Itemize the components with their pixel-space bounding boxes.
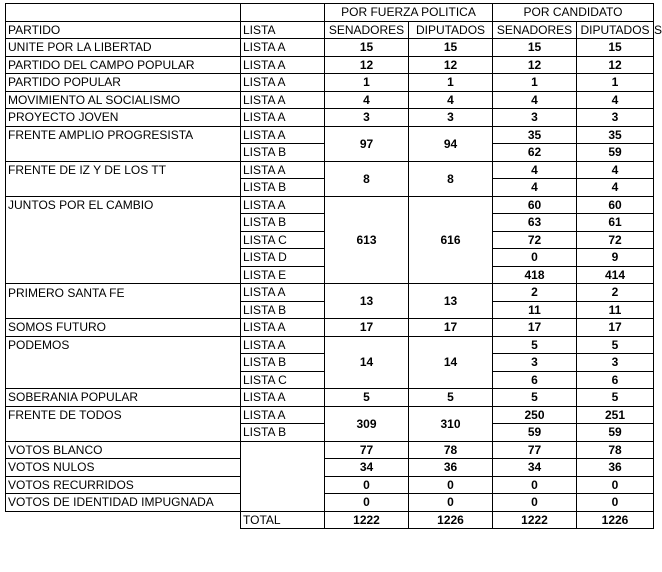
party-name: PARTIDO DEL CAMPO POPULAR: [6, 56, 241, 74]
candidato-diputados-value: 414: [577, 266, 654, 284]
candidato-diputados-value: 35: [577, 126, 654, 144]
fuerza-diputados-value: 616: [409, 196, 493, 284]
table-row: [6, 39, 654, 57]
table-row: [6, 109, 654, 127]
candidato-senadores-value: 34: [493, 459, 577, 477]
table-row: [6, 126, 654, 144]
lista-label: LISTA B: [241, 144, 325, 162]
lista-label: LISTA E: [241, 266, 325, 284]
fuerza-senadores-value: 4: [325, 91, 409, 109]
candidato-senadores-value: 6: [493, 371, 577, 389]
fuerza-senadores-value: 77: [325, 441, 409, 459]
lista-label: LISTA A: [241, 319, 325, 337]
header-group-row: [6, 4, 654, 22]
fuerza-senadores-value: 1: [325, 74, 409, 92]
fuerza-diputados-value: 15: [409, 39, 493, 57]
fuerza-diputados-value: 14: [409, 336, 493, 389]
candidato-diputados-value: 5: [577, 336, 654, 354]
fuerza-diputados-value: 3: [409, 109, 493, 127]
candidato-senadores-value: 4: [493, 179, 577, 197]
candidato-diputados-value: 0: [577, 476, 654, 494]
fuerza-senadores-value: 97: [325, 126, 409, 161]
candidato-senadores-value: 17: [493, 319, 577, 337]
party-name: PARTIDO POPULAR: [6, 74, 241, 92]
column-header-candidato-senadores: SENADORES: [493, 21, 577, 39]
lista-label: LISTA A: [241, 74, 325, 92]
candidato-senadores-value: 15: [493, 39, 577, 57]
lista-label: LISTA C: [241, 231, 325, 249]
candidato-diputados-value: 4: [577, 179, 654, 197]
candidato-senadores-value: 5: [493, 389, 577, 407]
vote-type-label: VOTOS RECURRIDOS: [6, 476, 241, 494]
party-name: FRENTE AMPLIO PROGRESISTA: [6, 126, 241, 144]
party-name-empty: [6, 214, 241, 232]
results-table-body: [6, 4, 654, 529]
candidato-diputados-value: 59: [577, 144, 654, 162]
party-name-empty: [6, 249, 241, 267]
results-table: [5, 3, 654, 529]
lista-label: LISTA B: [241, 179, 325, 197]
candidato-senadores-value: 62: [493, 144, 577, 162]
lista-label: LISTA A: [241, 109, 325, 127]
lista-empty: [241, 459, 325, 477]
lista-label: LISTA A: [241, 39, 325, 57]
table-row: [6, 476, 654, 494]
party-name-empty: [6, 144, 241, 162]
candidato-diputados-value: 9: [577, 249, 654, 267]
lista-label: LISTA A: [241, 126, 325, 144]
candidato-diputados-value: 1: [577, 74, 654, 92]
total-label: TOTAL: [241, 511, 325, 529]
candidato-diputados-value: 17: [577, 319, 654, 337]
candidato-diputados-value: 15: [577, 39, 654, 57]
fuerza-diputados-value: 36: [409, 459, 493, 477]
party-name: PROYECTO JOVEN: [6, 109, 241, 127]
lista-label: LISTA A: [241, 56, 325, 74]
candidato-diputados-value: 11: [577, 301, 654, 319]
lista-label: LISTA B: [241, 354, 325, 372]
vote-type-label: VOTOS NULOS: [6, 459, 241, 477]
fuerza-diputados-value: 94: [409, 126, 493, 161]
candidato-senadores-value: 11: [493, 301, 577, 319]
fuerza-senadores-value: 12: [325, 56, 409, 74]
candidato-senadores-value: 4: [493, 161, 577, 179]
table-row: [6, 56, 654, 74]
candidato-diputados-value: 5: [577, 389, 654, 407]
table-row: [6, 494, 654, 512]
lista-empty: [241, 476, 325, 494]
candidato-senadores-value: 0: [493, 249, 577, 267]
candidato-diputados-value: 0: [577, 494, 654, 512]
column-header-fuerza-diputados: DIPUTADOS: [409, 21, 493, 39]
fuerza-diputados-value: 5: [409, 389, 493, 407]
lista-label: LISTA B: [241, 301, 325, 319]
column-header-fuerza-senadores: SENADORES: [325, 21, 409, 39]
fuerza-diputados-value: 1: [409, 74, 493, 92]
candidato-diputados-value: 78: [577, 441, 654, 459]
fuerza-diputados-value: 4: [409, 91, 493, 109]
party-name: FRENTE DE TODOS: [6, 406, 241, 424]
candidato-senadores-value: 0: [493, 476, 577, 494]
candidato-diputados-value: 12: [577, 56, 654, 74]
candidato-diputados-value: 60: [577, 196, 654, 214]
fuerza-diputados-value: 78: [409, 441, 493, 459]
candidato-senadores-value: 250: [493, 406, 577, 424]
candidato-senadores-value: 418: [493, 266, 577, 284]
candidato-senadores-value: 1: [493, 74, 577, 92]
fuerza-senadores-value: 14: [325, 336, 409, 389]
table-row: [6, 284, 654, 302]
lista-label: LISTA A: [241, 196, 325, 214]
fuerza-senadores-value: 613: [325, 196, 409, 284]
fuerza-diputados-value: 12: [409, 56, 493, 74]
fuerza-senadores-value: 8: [325, 161, 409, 196]
candidato-senadores-value: 2: [493, 284, 577, 302]
fuerza-diputados-value: 0: [409, 494, 493, 512]
table-row: [6, 91, 654, 109]
lista-label: LISTA B: [241, 214, 325, 232]
party-name: FRENTE DE IZ Y DE LOS TT: [6, 161, 241, 179]
column-header-candidato-diputados: DIPUTADOS: [577, 21, 654, 39]
fuerza-senadores-value: 0: [325, 476, 409, 494]
total-candidato-senadores: 1222: [493, 511, 577, 529]
fuerza-senadores-value: 15: [325, 39, 409, 57]
candidato-senadores-value: 0: [493, 494, 577, 512]
lista-label: LISTA B: [241, 424, 325, 442]
table-row: [6, 161, 654, 179]
vote-type-label: VOTOS BLANCO: [6, 441, 241, 459]
candidato-diputados-value: 36: [577, 459, 654, 477]
lista-label: LISTA A: [241, 91, 325, 109]
lista-empty: [241, 441, 325, 459]
candidato-diputados-value: 59: [577, 424, 654, 442]
fuerza-diputados-value: 8: [409, 161, 493, 196]
candidato-diputados-value: 72: [577, 231, 654, 249]
party-name: SOMOS FUTURO: [6, 319, 241, 337]
total-row: [6, 511, 654, 529]
party-name-empty: [6, 301, 241, 319]
party-name-empty: [6, 424, 241, 442]
table-row: [6, 441, 654, 459]
party-name-empty: [6, 266, 241, 284]
group-header-candidato: POR CANDIDATO: [493, 4, 654, 22]
candidato-diputados-value: 2: [577, 284, 654, 302]
party-name-empty: [6, 179, 241, 197]
lista-label: LISTA D: [241, 249, 325, 267]
party-name: PRIMERO SANTA FE: [6, 284, 241, 302]
table-row: [6, 389, 654, 407]
lista-label: LISTA A: [241, 406, 325, 424]
candidato-diputados-value: 6: [577, 371, 654, 389]
total-spacer: [6, 511, 241, 529]
candidato-diputados-value: 4: [577, 91, 654, 109]
party-name: SOBERANIA POPULAR: [6, 389, 241, 407]
table-row: [6, 459, 654, 477]
group-header-fuerza: POR FUERZA POLITICA: [325, 4, 493, 22]
candidato-diputados-value: 251: [577, 406, 654, 424]
candidato-senadores-value: 72: [493, 231, 577, 249]
candidato-senadores-value: 60: [493, 196, 577, 214]
lista-empty: [241, 494, 325, 512]
total-fuerza-diputados: 1226: [409, 511, 493, 529]
party-name-empty: [6, 371, 241, 389]
lista-label: LISTA A: [241, 284, 325, 302]
party-name: PODEMOS: [6, 336, 241, 354]
fuerza-senadores-value: 0: [325, 494, 409, 512]
column-header-lista: LISTA: [241, 21, 325, 39]
overflow-char: S: [654, 23, 662, 37]
fuerza-diputados-value: 0: [409, 476, 493, 494]
fuerza-senadores-value: 34: [325, 459, 409, 477]
candidato-senadores-value: 59: [493, 424, 577, 442]
candidato-senadores-value: 35: [493, 126, 577, 144]
candidato-diputados-value: 3: [577, 354, 654, 372]
candidato-senadores-value: 5: [493, 336, 577, 354]
lista-label: LISTA C: [241, 371, 325, 389]
party-name: UNITE POR LA LIBERTAD: [6, 39, 241, 57]
candidato-diputados-value: 4: [577, 161, 654, 179]
party-name-empty: [6, 231, 241, 249]
table-row: [6, 74, 654, 92]
fuerza-diputados-value: 13: [409, 284, 493, 319]
candidato-senadores-value: 12: [493, 56, 577, 74]
table-row: [6, 336, 654, 354]
candidato-diputados-value: 61: [577, 214, 654, 232]
fuerza-diputados-value: 17: [409, 319, 493, 337]
table-row: [6, 319, 654, 337]
fuerza-senadores-value: 13: [325, 284, 409, 319]
total-fuerza-senadores: 1222: [325, 511, 409, 529]
column-header-partido: PARTIDO: [6, 21, 241, 39]
party-name: MOVIMIENTO AL SOCIALISMO: [6, 91, 241, 109]
fuerza-senadores-value: 5: [325, 389, 409, 407]
table-row: [6, 406, 654, 424]
party-name: JUNTOS POR EL CAMBIO: [6, 196, 241, 214]
candidato-senadores-value: 4: [493, 91, 577, 109]
lista-label: LISTA A: [241, 161, 325, 179]
lista-label: LISTA A: [241, 336, 325, 354]
candidato-senadores-value: 77: [493, 441, 577, 459]
candidato-senadores-value: 63: [493, 214, 577, 232]
candidato-senadores-value: 3: [493, 109, 577, 127]
total-candidato-diputados: 1226: [577, 511, 654, 529]
candidato-diputados-value: 3: [577, 109, 654, 127]
fuerza-diputados-value: 310: [409, 406, 493, 441]
candidato-senadores-value: 3: [493, 354, 577, 372]
lista-label: LISTA A: [241, 389, 325, 407]
fuerza-senadores-value: 17: [325, 319, 409, 337]
fuerza-senadores-value: 309: [325, 406, 409, 441]
fuerza-senadores-value: 3: [325, 109, 409, 127]
table-row: [6, 196, 654, 214]
party-name-empty: [6, 354, 241, 372]
header-column-row: [6, 21, 654, 39]
vote-type-label: VOTOS DE IDENTIDAD IMPUGNADA: [6, 494, 241, 512]
